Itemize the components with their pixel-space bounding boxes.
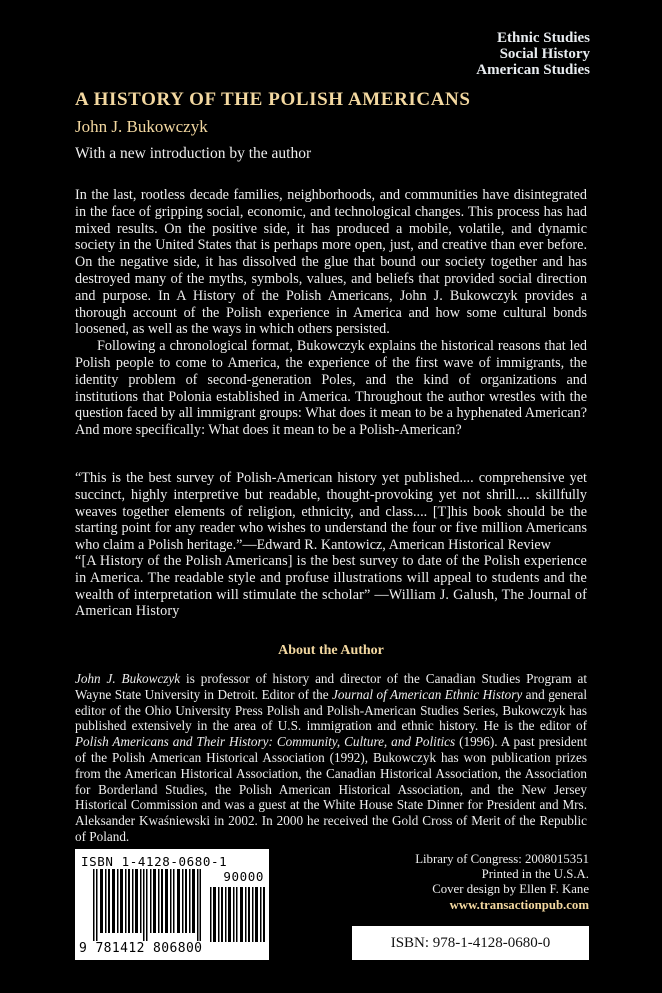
about-text-3: (1996). A past president of the Polish American Historical Association (1992), Bukowczyk has won publication prizes from the American Historical Association, the Canadian Historical Association, the Association for Borderland Studies, the Polish American Historical Association, and the New Jersey Historical Commission and was a guest at the White House State Dinner for President and Mrs. Aleksander Kwaśniewski in 2002. In 2000 he received the Gold Cross of Merit of the Republic of Poland. <box>75 734 587 844</box>
review-quote <box>75 470 587 554</box>
barcode-price-code: 90000 <box>223 869 264 884</box>
series-american-studies: American Studies <box>476 62 590 78</box>
printed-in: Printed in the U.S.A. <box>481 867 589 882</box>
description-paragraph: In the last, rootless decade families, neighborhoods, and communities have disintegrated in the face of gripping social, economic, and technological changes. This process has had mixed results. On the positive side, it has produced a mobile, volatile, and dynamic society in the United States that is perhaps more open, just, and creative than ever before. On the negative side, it has dissolved the glue that bound our society together and has destroyed many of the myths, symbols, values, and beliefs that provided social direction and purpose. In A History of the Polish Americans, John J. Bukowczyk provides a thorough account of the Polish experience in America and how some cultural bonds loosened, as well as the ways in which others persisted. <box>75 187 587 338</box>
series-social-history: Social History <box>499 46 590 62</box>
book-title: A HISTORY OF THE POLISH AMERICANS <box>75 89 471 110</box>
series-ethnic-studies: Ethnic Studies <box>497 30 590 46</box>
book-subtitle: With a new introduction by the author <box>75 145 312 162</box>
journal-title: Journal of American Ethnic History <box>332 686 523 702</box>
barcode-digits: 9 781412 806800 <box>79 941 203 956</box>
library-of-congress: Library of Congress: 2008015351 <box>415 852 589 866</box>
isbn-13-box: ISBN: 978-1-4128-0680-0 <box>352 926 589 960</box>
edited-book-title: Polish Americans and Their History: Community, Culture, and Politics <box>75 734 456 750</box>
price-barcode-icon <box>210 887 265 942</box>
about-text-1: is professor of history and director of the Canadian Studies Program at Wayne State University in Detroit. Editor of the <box>75 671 588 702</box>
imprint-info <box>415 852 589 913</box>
barcode <box>75 849 269 960</box>
series-list <box>476 30 590 78</box>
description-paragraph: Following a chronological format, Bukowczyk explains the historical reasons that led Polish people to come to America, the experience of the first wave of immigrants, the identity problem of second-generation Poles, and the kind of organizations and institutions that Polonia established in America. Throughout the author wrestles with the question faced by all immigrant groups: What does it mean to be a hyphenated American? And more specifically: What does it mean to be a Polish-American? <box>75 338 587 439</box>
barcode-isbn: ISBN 1-4128-0680-1 <box>81 854 228 869</box>
review-quote <box>75 553 587 620</box>
barcode-bars-icon <box>93 869 201 941</box>
publisher-url[interactable]: www.transactionpub.com <box>449 897 589 912</box>
book-author: John J. Bukowczyk <box>75 117 208 136</box>
about-author-text <box>75 671 587 845</box>
description <box>75 187 587 439</box>
author-name: John J. Bukowczyk <box>75 671 181 686</box>
review-text: “This is the best survey of Polish-American history yet published.... comprehensive yet succinct, highly interpretive but readable, thought-provoking yet not shrill.... skillfully weaves together elements of religion, ethnicity, and class.... [T]his book should be the starting point for any reader who wishes to understand the four or five million Americans who claim a Polish heritage.”—Edward R. Kantowicz, American Historical Review <box>75 470 587 554</box>
about-heading: About the Author <box>278 643 384 658</box>
about-text-2: and general editor of the Ohio University Press Polish and Polish-American Studies Series, Bukowczyk has published extensively in the area of U.S. immigration and ethnic history. He is the editor of <box>75 686 587 734</box>
review-text: “[A History of the Polish Americans] is the best survey to date of the Polish experience in America. The readable style and profuse illustrations will appeal to students and the wealth of interpretation will stimulate the scholar” —William J. Galush, The Journal of American History <box>75 553 587 620</box>
cover-design-credit: Cover design by Ellen F. Kane <box>432 882 589 897</box>
